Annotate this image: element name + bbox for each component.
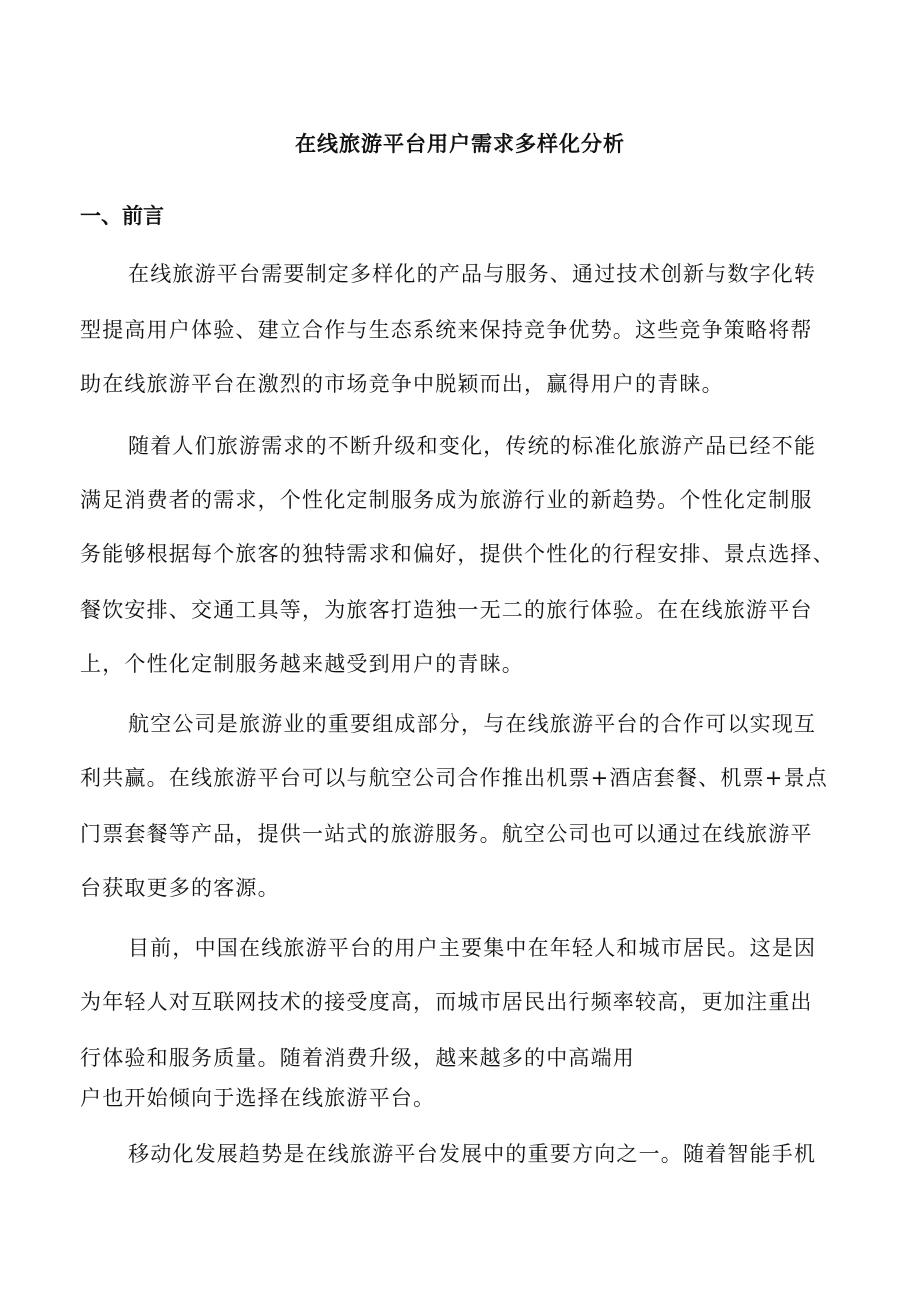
paragraph-line: 利共赢。在线旅游平台可以与航空公司合作推出机票+酒店套餐、机票+景点 (80, 766, 828, 790)
document-title: 在线旅游平台用户需求多样化分析 (295, 131, 625, 156)
section-heading: 一、前言 (80, 203, 164, 228)
paragraph-line: 助在线旅游平台在激烈的市场竞争中脱颖而出，赢得用户的青睐。 (80, 372, 724, 396)
paragraph-line: 移动化发展趋势是在线旅游平台发展中的重要方向之一。随着智能手机 (128, 1142, 817, 1166)
paragraph-line: 户也开始倾向于选择在线旅游平台。 (80, 1086, 436, 1110)
paragraph-line: 餐饮安排、交通工具等，为旅客打造独一无二的旅行体验。在在线旅游平台 (80, 598, 813, 622)
paragraph-line: 为年轻人对互联网技术的接受度高，而城市居民出行频率较高，更加注重出 (80, 990, 813, 1014)
paragraph-line: 满足消费者的需求，个性化定制服务成为旅游行业的新趋势。个性化定制服 (80, 488, 813, 512)
paragraph-line: 门票套餐等产品，提供一站式的旅游服务。航空公司也可以通过在线旅游平 (80, 822, 813, 846)
paragraph-line: 上，个性化定制服务越来越受到用户的青睐。 (80, 652, 524, 676)
paragraph-line: 型提高用户体验、建立合作与生态系统来保持竞争优势。这些竞争策略将帮 (80, 318, 813, 342)
paragraph-line: 航空公司是旅游业的重要组成部分，与在线旅游平台的合作可以实现互 (128, 712, 817, 736)
paragraph-line: 务能够根据每个旅客的独特需求和偏好，提供个性化的行程安排、景点选择、 (80, 542, 835, 566)
paragraph-line: 目前，中国在线旅游平台的用户主要集中在年轻人和城市居民。这是因 (128, 936, 817, 960)
paragraph-line: 台获取更多的客源。 (80, 876, 280, 900)
paragraph-line: 在线旅游平台需要制定多样化的产品与服务、通过技术创新与数字化转 (128, 262, 817, 286)
paragraph-line: 随着人们旅游需求的不断升级和变化，传统的标准化旅游产品已经不能 (128, 434, 817, 458)
paragraph-line: 行体验和服务质量。随着消费升级，越来越多的中高端用 (80, 1046, 635, 1070)
